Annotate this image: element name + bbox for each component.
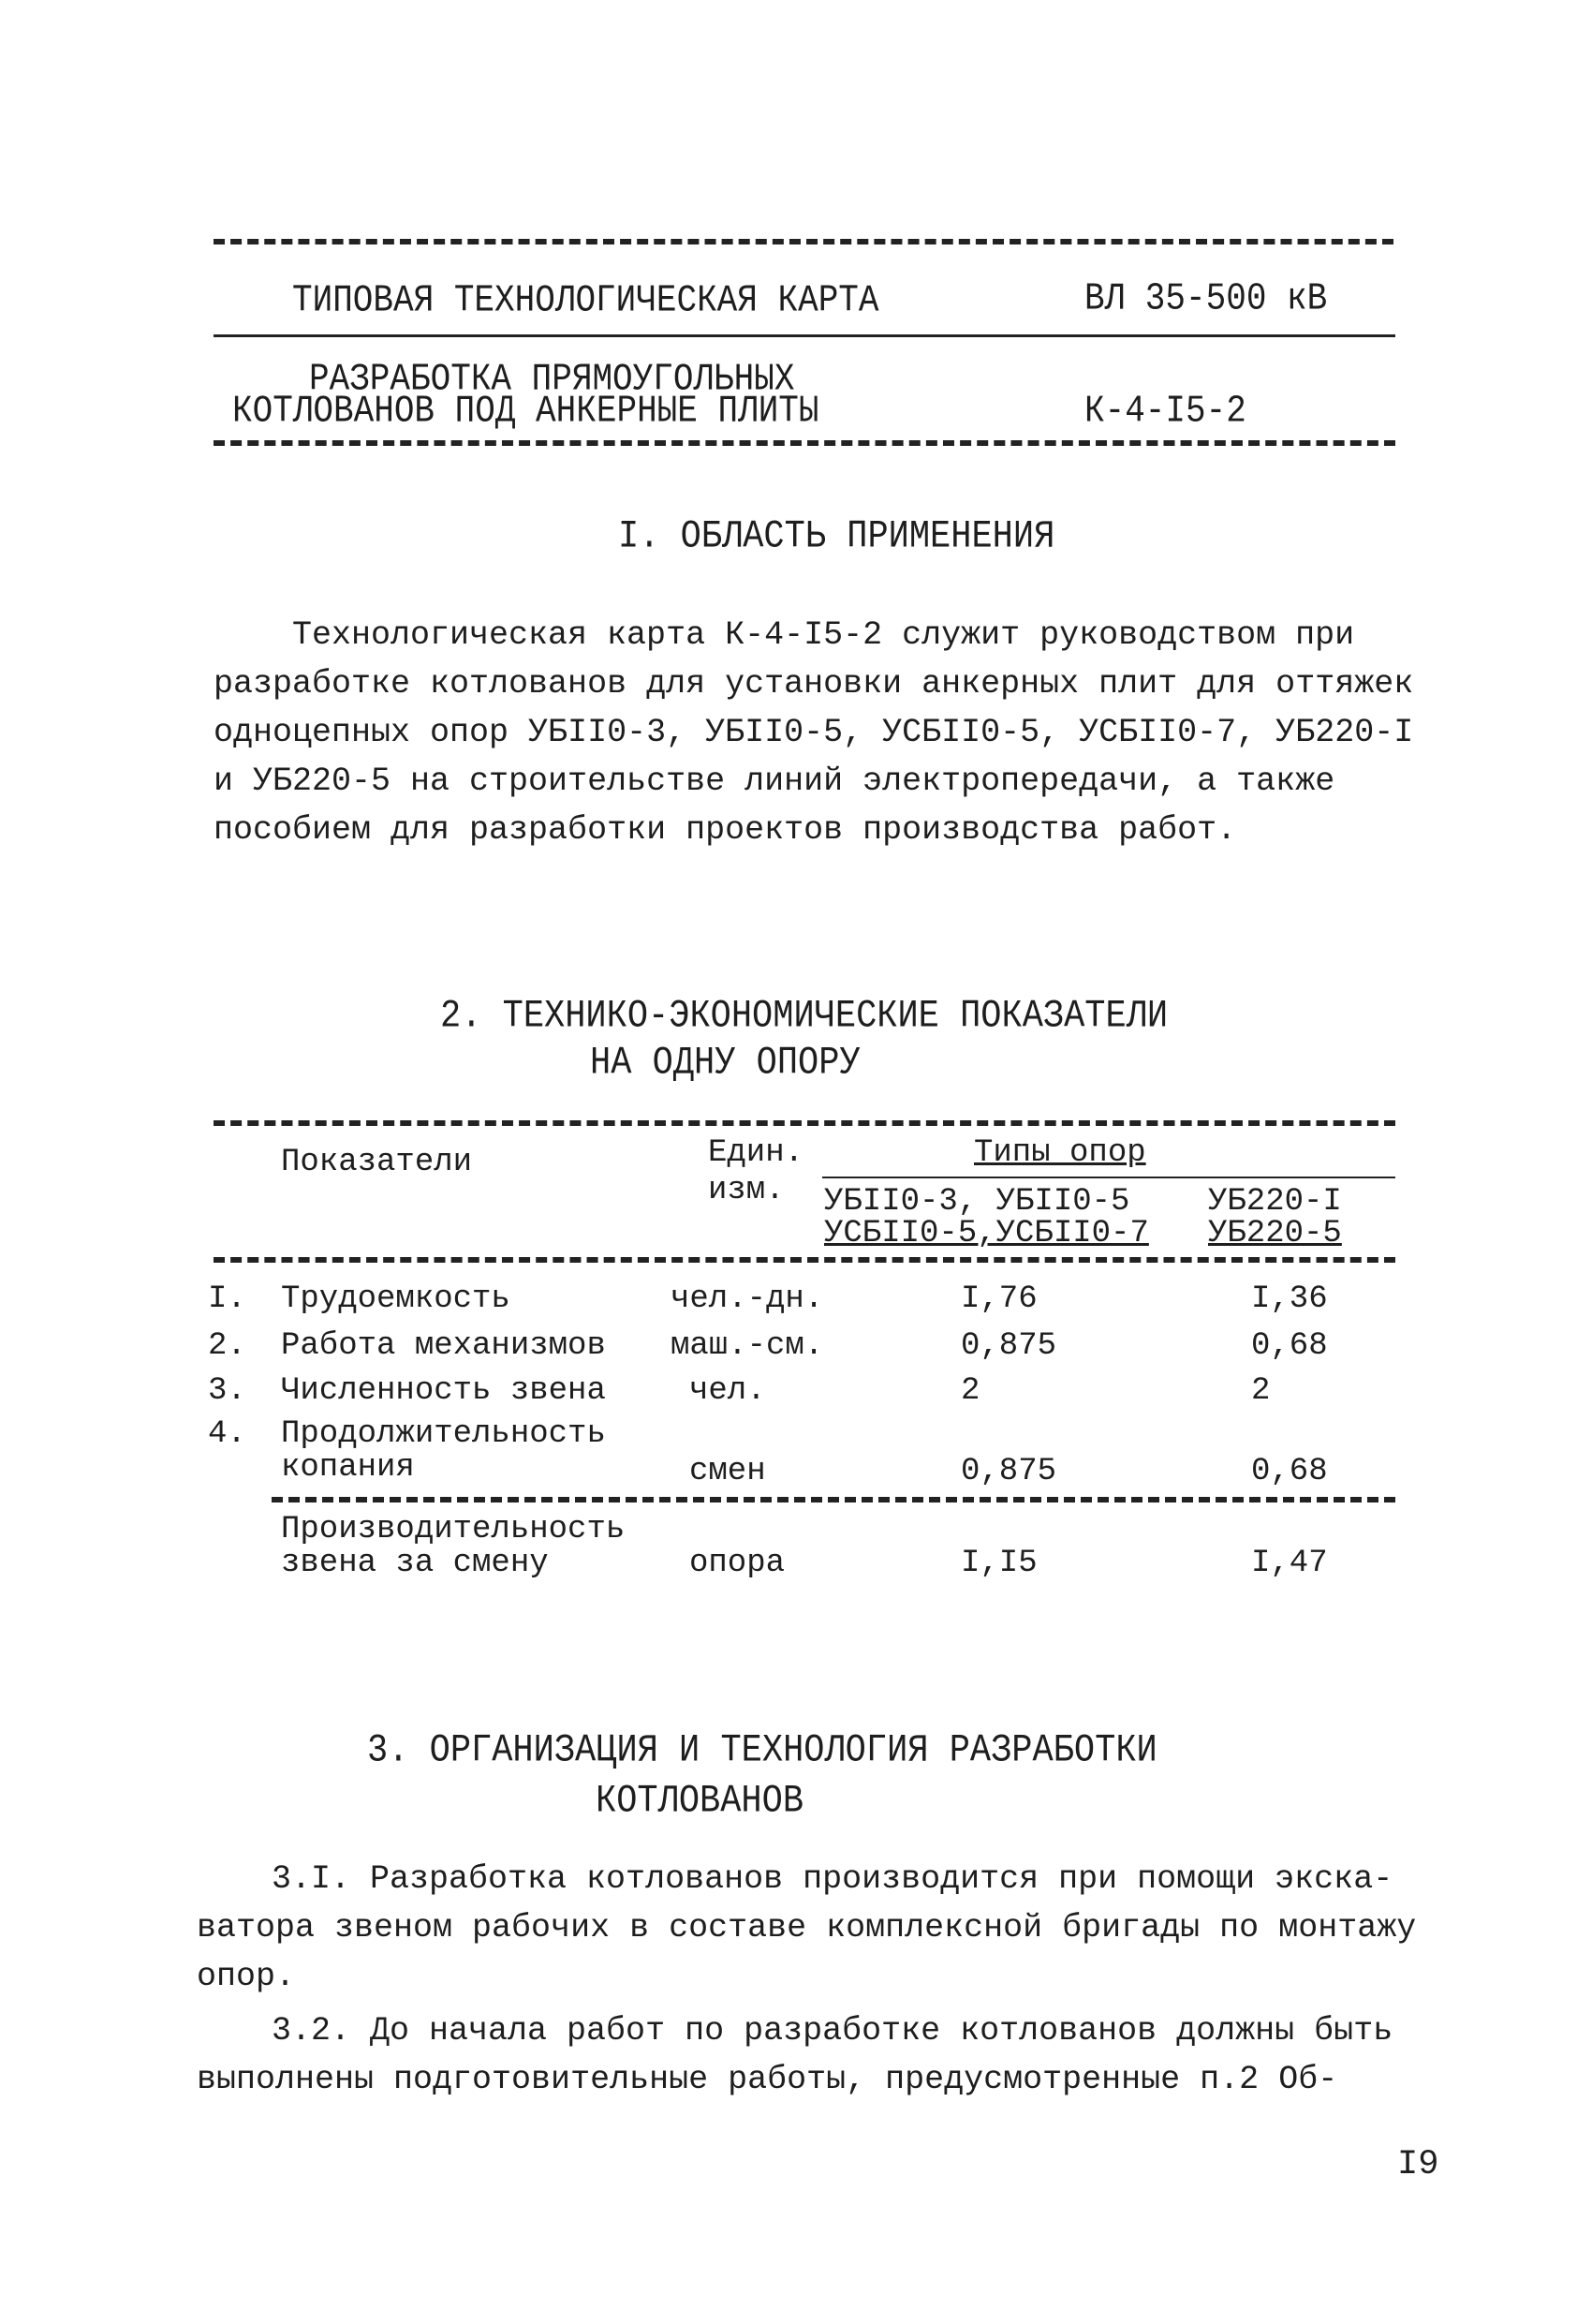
table-summary-b: I,47 (1251, 1546, 1328, 1581)
table-row-4-num: 4. (208, 1416, 246, 1452)
table-row-3-name: Численность звена (281, 1373, 606, 1409)
table-header-types-b-line1: УБ220-I (1208, 1184, 1342, 1220)
table-header-bottom-rule (214, 1257, 1395, 1263)
section1-line-4: и УБ220-5 на строительстве линий электропередачи, а также (214, 762, 1335, 800)
section1-line-3: одноцепных опор УБII0-3, УБII0-5, УСБII0-5, УСБII0-7, УБ220-I (214, 714, 1414, 751)
table-row-1-b: I,36 (1251, 1281, 1328, 1317)
section2-heading-line2: НА ОДНУ ОПОРУ (590, 1042, 861, 1087)
table-row-1-unit: чел.-дн. (671, 1281, 824, 1317)
table-row-1-name: Трудоемкость (281, 1281, 510, 1317)
header-code: К-4-I5-2 (1084, 390, 1246, 433)
section3-line-2: ватора звеном рабочих в составе комплексной бригады по монтажу (197, 1909, 1417, 1947)
header-voltage: ВЛ 35-500 кВ (1084, 277, 1328, 320)
table-summary-rule (272, 1497, 1395, 1502)
table-summary-name: Производительность (281, 1512, 626, 1547)
table-row-2-b: 0,68 (1251, 1328, 1328, 1364)
table-row-4-b: 0,68 (1251, 1454, 1328, 1489)
table-row-3-b: 2 (1251, 1373, 1271, 1409)
table-row-3-a: 2 (961, 1373, 980, 1409)
table-row-4-name2: копания (281, 1450, 415, 1486)
table-row-2-a: 0,875 (961, 1328, 1057, 1364)
table-top-rule (214, 1120, 1395, 1126)
header-subtitle-line2: КОТЛОВАНОВ ПОД АНКЕРНЫЕ ПЛИТЫ (232, 390, 819, 433)
table-row-1-num: I. (208, 1281, 246, 1317)
table-row-4-unit: смен (689, 1454, 766, 1489)
section2-heading-line1: 2. ТЕХНИКО-ЭКОНОМИЧЕСКИЕ ПОКАЗАТЕЛИ (440, 995, 1169, 1040)
table-header-types-a-line1: УБII0-3, УБII0-5 (824, 1184, 1130, 1220)
table-header-indicators: Показатели (281, 1145, 473, 1180)
page-number: I9 (1397, 2145, 1439, 2184)
table-header-types-b-line2: УБ220-5 (1208, 1216, 1342, 1251)
section3-line-1: 3.I. Разработка котлованов производится при помощи экска- (272, 1860, 1393, 1898)
table-types-rule (822, 1177, 1395, 1178)
table-summary-a: I,I5 (961, 1546, 1038, 1581)
table-header-unit-line2: изм. (708, 1173, 785, 1208)
section1-line-2: разработке котлованов для установки анкерных плит для оттяжек (214, 665, 1414, 703)
table-row-1-a: I,76 (961, 1281, 1038, 1317)
header-title: ТИПОВАЯ ТЕХНОЛОГИЧЕСКАЯ КАРТА (292, 279, 879, 322)
section1-heading: I. ОБЛАСТЬ ПРИМЕНЕНИЯ (618, 515, 1055, 560)
table-header-types: Типы опор (974, 1135, 1146, 1171)
header-bottom-rule (214, 440, 1395, 446)
table-header-types-a-line2: УСБII0-5,УСБII0-7 (824, 1216, 1149, 1251)
section3-heading-line2: КОТЛОВАНОВ (596, 1780, 804, 1825)
header-top-rule (214, 239, 1393, 244)
table-row-4-a: 0,875 (961, 1454, 1057, 1489)
table-row-3-num: 3. (208, 1373, 246, 1409)
table-header-unit-line1: Един. (708, 1135, 804, 1171)
table-row-2-unit: маш.-см. (671, 1328, 824, 1364)
table-row-2-num: 2. (208, 1328, 246, 1364)
header-divider (214, 334, 1395, 337)
section3-line-5: выполнены подготовительные работы, предусмотренные п.2 Об- (197, 2061, 1338, 2098)
section1-line-5: пособием для разработки проектов производства работ. (214, 811, 1237, 849)
header-subtitle-line1: РАЗРАБОТКА ПРЯМОУГОЛЬНЫХ (309, 358, 795, 401)
section3-heading-line1: 3. ОРГАНИЗАЦИЯ И ТЕХНОЛОГИЯ РАЗРАБОТКИ (367, 1729, 1157, 1774)
table-summary-unit: опора (689, 1546, 786, 1581)
table-row-3-unit: чел. (689, 1373, 766, 1409)
section3-line-4: 3.2. До начала работ по разработке котлованов должны быть (272, 2012, 1393, 2050)
table-row-2-name: Работа механизмов (281, 1328, 606, 1364)
table-summary-name2: звена за смену (281, 1546, 549, 1581)
section3-line-3: опор. (197, 1958, 296, 1995)
section1-line-1: Технологическая карта К-4-I5-2 служит руководством при (292, 616, 1355, 654)
table-row-4-name: Продолжительность (281, 1416, 606, 1452)
